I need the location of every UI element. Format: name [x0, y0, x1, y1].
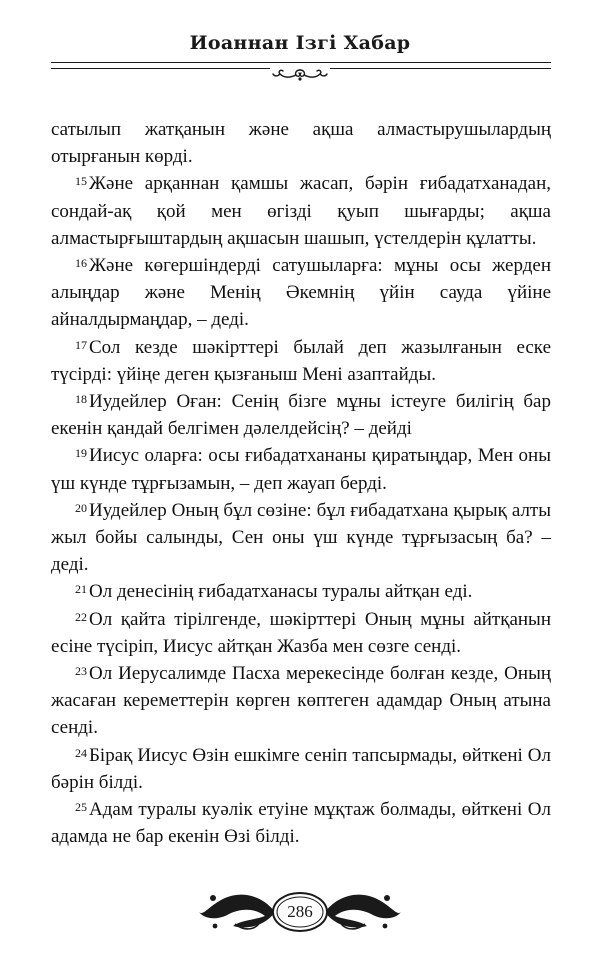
verse-text: Сол кезде шәкірттері былай деп жазылғанын еске түсірді: үйіңе деген қызғаныш Мені азаптайды. — [51, 336, 551, 385]
scripture-text — [51, 116, 551, 850]
verse-number: 16 — [75, 256, 87, 271]
verse-number: 19 — [75, 446, 87, 461]
verse-text: сатылып жатқанын және ақша алмастырушылардың отырғанын көрді. — [51, 119, 551, 168]
verse-number: 15 — [75, 174, 87, 189]
page-number: 286 — [287, 902, 313, 921]
verse-18 — [51, 388, 551, 442]
verse-25 — [51, 796, 551, 850]
verse-text: Иудейлер Оның бұл сөзіне: бұл ғибадатхана қырық алты жыл бойы салынды, Сен оны үш күнде тұрғызасың ба? – деді. — [51, 499, 551, 576]
verse-22 — [51, 606, 551, 660]
verse-text: Және көгершіндерді сатушыларға: мұны осы жерден алыңдар және Менің Әкемнің үйін сауда үйіне айналдырмаңдар, – деді. — [51, 255, 551, 331]
verse-17 — [51, 334, 551, 388]
verse-number: 22 — [75, 609, 87, 624]
verse-20 — [51, 497, 551, 579]
verse-19 — [51, 442, 551, 496]
verse-21 — [51, 578, 551, 605]
verse-text: Ол денесінің ғибадатханасы туралы айтқан еді. — [89, 581, 473, 603]
verse-23 — [51, 660, 551, 742]
header-rule-top — [51, 62, 551, 63]
verse-text: Адам туралы куәлік етуіне мұқтаж болмады, өйткені Ол адамда не бар екенін Өзі білді. — [51, 799, 551, 848]
verse-number: 23 — [75, 664, 87, 679]
verse-text: Ол Иерусалимде Пасха мерекесінде болған кезде, Оның жасаған кереметтерін көрген көптеген адамдар Оның атына сенді. — [51, 663, 551, 739]
verse-number: 24 — [75, 745, 87, 760]
verse-24 — [51, 742, 551, 796]
verse-15 — [51, 170, 551, 252]
verse-number: 17 — [75, 337, 87, 352]
verse-text: Және арқаннан қамшы жасап, бәрін ғибадатханадан, сондай-ақ қой мен өгізді қуып шығарды; ақша алмастырғыштардың ақшасын шашып, үстелдерін құлатты. — [51, 173, 551, 249]
running-header-title: Иоаннан Ізгі Хабар — [189, 32, 411, 54]
verse-continuation — [51, 116, 551, 170]
verse-number: 20 — [75, 500, 87, 515]
verse-number: 21 — [75, 582, 87, 597]
verse-number: 25 — [75, 800, 87, 815]
verse-text: Иудейлер Оған: Сенің бізге мұны істеуге билігің бар екенін қандай белгімен дәлелдейсің? – дейді — [51, 391, 551, 440]
verse-number: 18 — [75, 392, 87, 407]
verse-text: Иисус оларға: осы ғибадатхананы қиратыңдар, Мен оны үш күнде тұрғызамын, – деп жауап берді. — [51, 445, 551, 494]
verse-text: Бірақ Иисус Өзін ешкімге сеніп тапсырмады, өйткені Ол бәрін білді. — [51, 744, 551, 793]
verse-text: Ол қайта тірілгенде, шәкірттері Оның мұны айтқанын есіне түсіріп, Иисус айтқан Жазба мен сөзге сенді. — [51, 608, 551, 657]
header-ornament-icon — [270, 66, 330, 82]
verse-16 — [51, 252, 551, 334]
